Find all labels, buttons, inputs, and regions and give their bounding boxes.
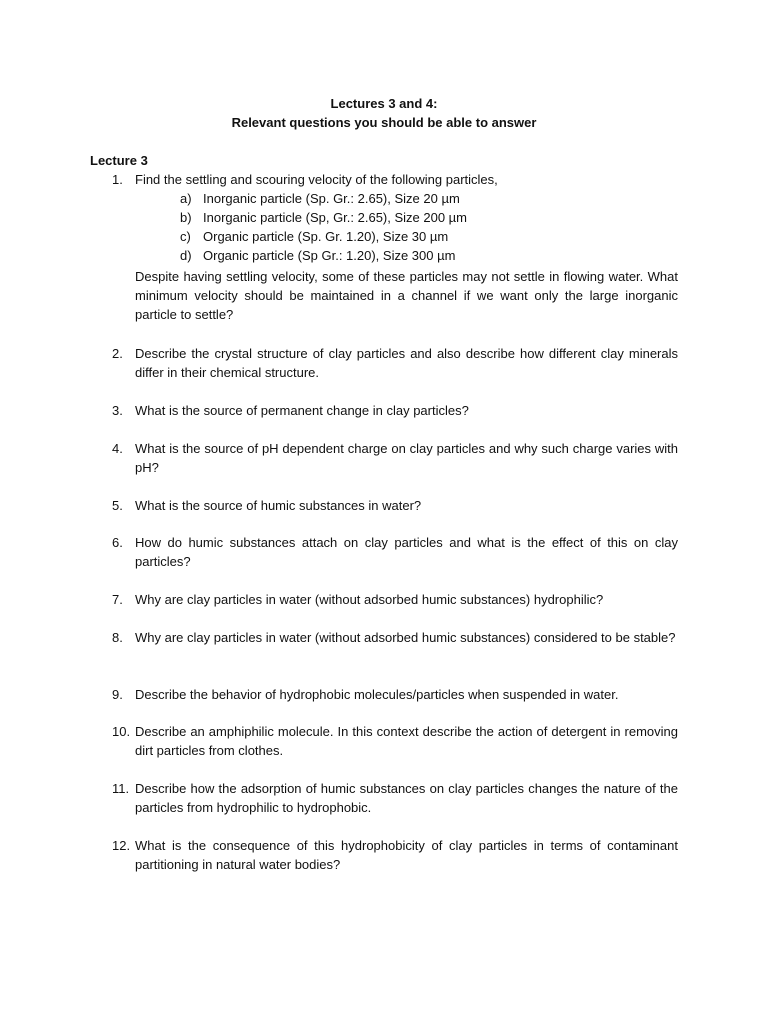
question-text: What is the consequence of this hydrophobicity of clay particles in terms of contaminant partitioning in natural water bodies? [135,838,678,872]
sub-question [180,208,580,227]
question-3 [112,401,678,420]
question-number: 5. [112,498,123,513]
question-text: Why are clay particles in water (without adsorbed humic substances) considered to be stable? [135,630,676,645]
question-5 [112,496,678,515]
question-1-note: Despite having settling velocity, some of these particles may not settle in flowing water. What minimum velocity should be maintained in a channel if we want only the large inorganic particle to settle? [135,269,678,322]
sub-question-label: c) [180,229,191,244]
question-12 [112,836,678,874]
question-text: Describe the behavior of hydrophobic molecules/particles when suspended in water. [135,687,619,702]
sub-question-list [180,189,580,265]
question-number: 10. [112,724,131,739]
sub-question-text: Organic particle (Sp. Gr. 1.20), Size 30 µm [203,229,449,244]
question-text: What is the source of humic substances in water? [135,498,422,513]
question-2 [112,344,678,382]
question-number: 4. [112,441,123,456]
question-text: Describe how the adsorption of humic substances on clay particles changes the nature of the particles from hydrophilic to hydrophobic. [135,781,678,815]
question-9 [112,685,678,704]
sub-question-text: Inorganic particle (Sp. Gr.: 2.65), Size 20 µm [203,191,460,206]
question-number: 1. [112,172,123,187]
sub-question [180,189,580,208]
question-number: 8. [112,630,123,645]
sub-question-label: d) [180,248,192,263]
question-number: 9. [112,687,123,702]
question-text: Why are clay particles in water (without adsorbed humic substances) hydrophilic? [135,592,604,607]
question-number: 7. [112,592,123,607]
sub-question [180,246,580,265]
question-text: Find the settling and scouring velocity of the following particles, [135,172,498,187]
question-10 [112,722,678,760]
question-number: 2. [112,346,123,361]
question-6 [112,533,678,571]
question-number: 11. [112,781,130,796]
question-number: 12. [112,838,131,853]
sub-question-label: a) [180,191,192,206]
question-text: Describe the crystal structure of clay particles and also describe how different clay minerals differ in their chemical structure. [135,346,678,380]
sub-question-text: Inorganic particle (Sp, Gr.: 2.65), Size 200 µm [203,210,467,225]
question-text: Describe an amphiphilic molecule. In this context describe the action of detergent in removing dirt particles from clothes. [135,724,678,758]
title-line-2: Relevant questions you should be able to answer [231,115,537,130]
section-heading: Lecture 3 [90,153,148,168]
document-title [0,94,768,132]
question-number: 6. [112,535,123,550]
question-text: How do humic substances attach on clay particles and what is the effect of this on clay particles? [135,535,678,569]
question-8 [112,628,678,647]
question-text: What is the source of pH dependent charge on clay particles and why such charge varies with pH? [135,441,678,475]
question-4 [112,439,678,477]
question-number: 3. [112,403,123,418]
sub-question-label: b) [180,210,192,225]
question-1 [112,170,678,189]
question-text: What is the source of permanent change in clay particles? [135,403,469,418]
question-11 [112,779,678,817]
question-7 [112,590,678,609]
title-line-1: Lectures 3 and 4: [330,96,438,111]
sub-question-text: Organic particle (Sp Gr.: 1.20), Size 300 µm [203,248,456,263]
sub-question [180,227,580,246]
